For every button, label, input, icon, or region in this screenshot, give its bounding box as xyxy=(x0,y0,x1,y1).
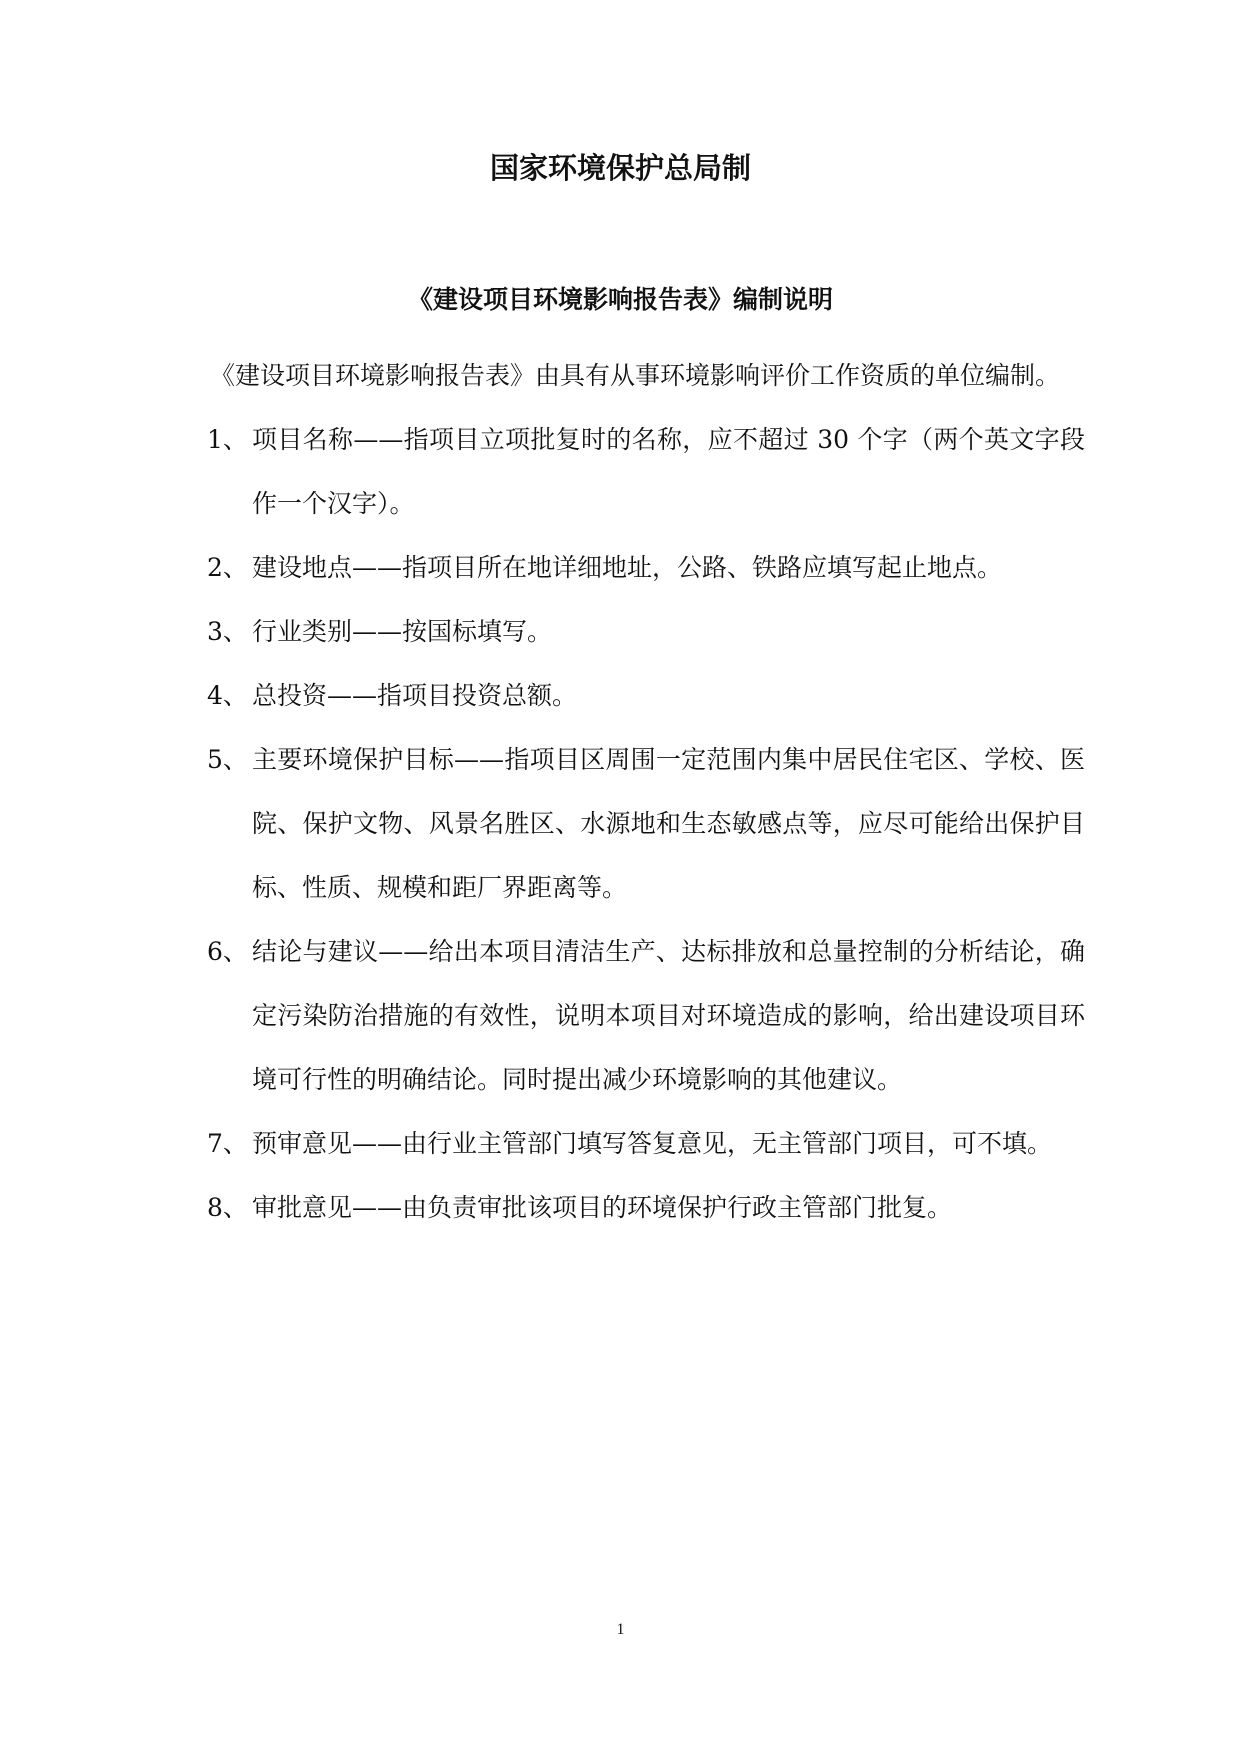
item-text: 总投资——指项目投资总额。 xyxy=(252,681,578,710)
list-item xyxy=(150,920,1085,1112)
item-text: 审批意见——由负责审批该项目的环境保护行政主管部门批复。 xyxy=(252,1193,953,1222)
item-text: 结论与建议——给出本项目清洁生产、达标排放和总量控制的分析结论，确定污染防治措施的有效性，说明本项目对环境造成的影响，给出建设项目环境可行性的明确结论。同时提出减少环境影响的其他建议。 xyxy=(252,937,1085,1094)
list-item xyxy=(150,1112,1085,1176)
item-number: 8、 xyxy=(207,1193,248,1222)
page-title: 国家环境保护总局制 xyxy=(489,151,751,185)
item-text: 项目名称——指项目立项批复时的名称，应不超过 30 个字（两个英文字段作一个汉字）。 xyxy=(252,425,1085,518)
item-number: 3、 xyxy=(207,617,248,646)
document-heading: 《建设项目环境影响报告表》编制说明 xyxy=(407,285,833,314)
item-number: 1、 xyxy=(207,425,248,454)
item-number: 5、 xyxy=(207,745,248,774)
item-number: 2、 xyxy=(207,553,248,582)
list-item xyxy=(150,664,1085,728)
item-number: 6、 xyxy=(207,937,248,966)
document-body xyxy=(150,344,1085,1240)
list-item xyxy=(150,1176,1085,1240)
item-text: 行业类别——按国标填写。 xyxy=(252,617,553,646)
item-number: 4、 xyxy=(207,681,248,710)
item-text: 预审意见——由行业主管部门填写答复意见，无主管部门项目，可不填。 xyxy=(252,1129,1053,1158)
instruction-list xyxy=(150,408,1085,1240)
list-item xyxy=(150,408,1085,536)
list-item xyxy=(150,600,1085,664)
intro-paragraph: 《建设项目环境影响报告表》由具有从事环境影响评价工作资质的单位编制。 xyxy=(210,361,1061,390)
item-text: 主要环境保护目标——指项目区周围一定范围内集中居民住宅区、学校、医院、保护文物、风景名胜区、水源地和生态敏感点等，应尽可能给出保护目标、性质、规模和距厂界距离等。 xyxy=(252,745,1085,902)
list-item xyxy=(150,728,1085,920)
item-text: 建设地点——指项目所在地详细地址，公路、铁路应填写起止地点。 xyxy=(252,553,1003,582)
list-item xyxy=(150,536,1085,600)
item-number: 7、 xyxy=(207,1129,248,1158)
page-number: 1 xyxy=(616,1621,625,1638)
